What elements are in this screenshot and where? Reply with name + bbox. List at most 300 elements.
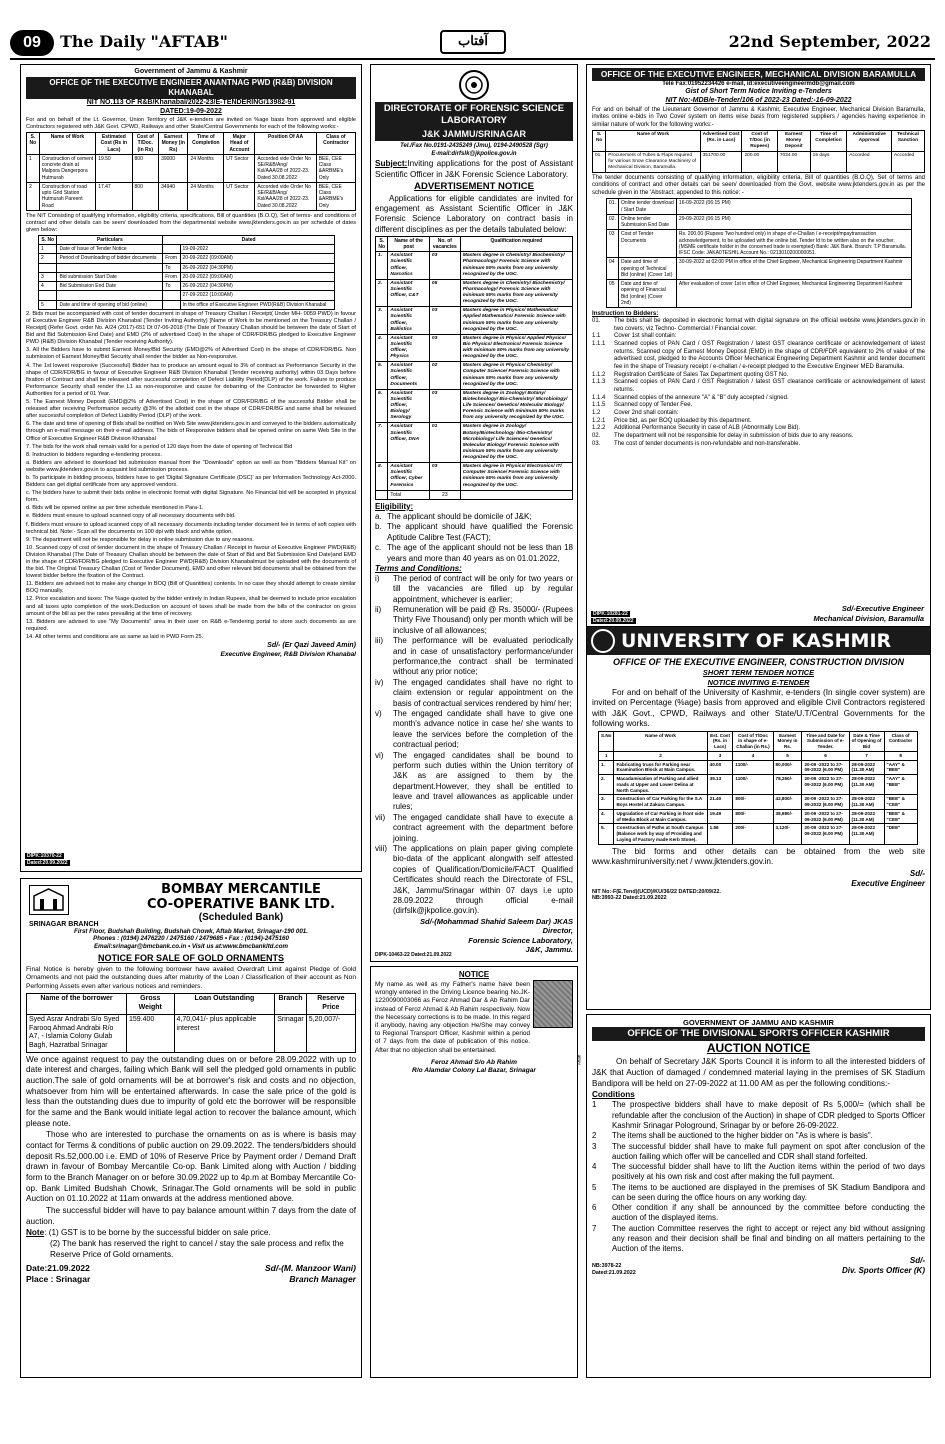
cell: 28-09-2022 (11.30 AM) bbox=[849, 824, 884, 844]
email: E-mail:dirfslk@jkpolice.gov.in bbox=[431, 150, 517, 157]
cell: 800 bbox=[132, 154, 159, 182]
cell bbox=[163, 245, 180, 254]
cell: Macadamisation of Parking and allied roads at Upper and Lower Delina at North Campus. bbox=[614, 775, 707, 795]
cell: 4. bbox=[599, 809, 614, 823]
conditions bbox=[592, 1100, 925, 1254]
borrower-table bbox=[26, 993, 356, 1053]
cell: 3. bbox=[376, 307, 388, 335]
ad-name-notice bbox=[370, 966, 582, 1378]
text: The items shall be auctioned to the higher bidder on "As is where is basis". bbox=[612, 1131, 873, 1141]
col: Major Head of Account bbox=[224, 133, 255, 155]
text: Cover 1st shall contain: bbox=[614, 333, 677, 340]
cell bbox=[57, 263, 163, 272]
text: 8. Instruction to bidders regarding e-tendering process. bbox=[26, 451, 162, 458]
text: b. To participate in bidding process, bidders have to get 'Digital Signature Certificate (DSC)' as per Information Technology Act-2000. Bidders can get digital certificate from any approved vendors. bbox=[26, 474, 356, 489]
list-item bbox=[592, 402, 925, 410]
text: 9. The department will not be responsible for delay in online submission due to any reasons. bbox=[26, 536, 254, 543]
ad-sports-officer bbox=[586, 1014, 931, 1378]
text: Additional Performance Security in case of ALB (Abnormally Low Bid). bbox=[614, 425, 801, 432]
para-1: The bid forms and other details can be obtained from the web site www.kashmiruniversity.net / www.jktenders.gov.in. bbox=[592, 846, 925, 866]
cell: 17.47 bbox=[96, 182, 132, 210]
cell: 1 bbox=[27, 154, 40, 182]
cell: 2 bbox=[27, 182, 40, 210]
cell: Assistant Scientific Officer, Biology/ Serology bbox=[388, 389, 430, 423]
text: Registration Certificate of Sales Tax Department quoting GST No. bbox=[614, 371, 789, 378]
text: The applications on plain paper giving complete bio-data of the applicant alongwith self attested copies of Qualification/Domicile/FACT Qualified Certificates should reach the Directorate of FSL, J&K, Jammu/Srinagar within 07 days i.e upto 28.09.2022 through official e-mail (dirfslk@jkpolice.gov.in). bbox=[393, 844, 573, 916]
paper-name: The Daily "AFTAB" bbox=[60, 32, 228, 51]
para-3: The successful bidder will have to pay balance amount within 7 days from the date of auction. bbox=[26, 1206, 356, 1226]
col: Position Of AA bbox=[255, 133, 316, 155]
table-row bbox=[39, 272, 335, 281]
text: ii) bbox=[375, 605, 382, 615]
text: e. Bidders must ensure to upload scanned copy of all necessary documents with bid. bbox=[26, 513, 236, 520]
cell: 7. bbox=[376, 423, 388, 463]
col: S. No bbox=[27, 133, 40, 155]
cell: Construction of Paths at South Campus (Balance work by way of Providing and Laying of Factory made Kerb Stone). bbox=[614, 824, 707, 844]
text: 10. Scanned copy of cost of tender document in the shape of Treasury Challan / Receipt in favour of Executive Engineer PWD(R&B) Division Khanabal (The Date of Treasury Challan should be between the date of Start of Bid and Bid Submission End Date)and EMD in the shape of CDR/FDR/BG pledged to Executive Engineer PWD(R&B) Division Khanabalmust be uploaded with the documents of the bid. The Original Treasury Challan (Cost of Tender Document), EMD and other relevant bid documents shall be obtained from the lowest bidder before the fixation of the Contract. bbox=[26, 544, 356, 580]
list-item bbox=[592, 410, 925, 418]
intro: Applications for eligible candidates are invited for engagement as Assistant Scientific Officer in J&K Forensic Science Laboratory on contract basis in different disciplines as per the details tabulated below: bbox=[375, 193, 573, 234]
cell: Assistant Scientific Officer, Ballistics bbox=[388, 307, 430, 335]
text: 3 bbox=[592, 1141, 597, 1151]
dipk-no: DIPK:10281-22 bbox=[593, 611, 628, 618]
notice-heading: NOTICE bbox=[458, 970, 490, 979]
intro: On behalf of Secretary J&K Sports Council it is inform to all the interested bidders of J&K that Auction of damaged / condemned material laying in the premises of SK Stadium Bandipora will be held on 27-09-2022 at 11.00 AM as per the following conditions:- bbox=[592, 1057, 925, 1088]
para-1: The tender documents consisting of qualifying information, eligibility criteria, Bill of quantities (B.O.Q), Set of terms and conditions of contract and other details can be seen/ downloaded from the Govt. website www.jktenders.gov.in as per the schedule given in the 'Abstract; appended to this notice: - bbox=[592, 174, 925, 196]
cell: Rs. 200.00 (Rupees Two hundred only) in shape of e-Challan / e-receipt/mpaytransaction acknowledgement, to be uploaded with the online bid. Tender Id to be written also on the voucher. (MSME certificate holder in the concerned trade is exempted) Bank: J&K Bank. Branch: T.P Baramulla. IFSC Code: JAKA0TESHIL Account No.: 0213010200000051. bbox=[676, 230, 911, 258]
col: Cost of T/Doc. (in Rs) bbox=[132, 133, 159, 155]
table-row bbox=[39, 282, 335, 291]
col: 6 bbox=[802, 751, 849, 760]
office-title: OFFICE OF THE EXECUTIVE ENGINEER, MECHANICAL DIVISION BARAMULLA bbox=[592, 68, 925, 81]
bank-name-2: CO-OPERATIVE BANK LTD. bbox=[146, 897, 336, 912]
signature: Sd/- bbox=[909, 1256, 925, 1266]
table-row bbox=[39, 263, 335, 272]
cell: 3. bbox=[599, 795, 614, 809]
cell: Accorded bbox=[847, 151, 892, 172]
col: Name of Work bbox=[606, 131, 700, 152]
table-row bbox=[39, 300, 335, 309]
scheduled-bank: (Scheduled Bank) bbox=[198, 912, 284, 923]
instructions bbox=[592, 318, 925, 448]
col: Particulars bbox=[57, 235, 163, 244]
table-row bbox=[376, 463, 573, 491]
cell: Procurement of Tubes & Flaps required for various Snow Clearance Machinery of Mechanical Division, Baramulla. bbox=[606, 151, 700, 172]
text: The prospective bidders shall have to make deposit of Rs 5,000/= (which shall be refundable after the conclusion of the Auction) in shape of CDR pledged to Sports Officer Kashmir Srinagar Pologround, Srinagar by or before 26-09-2022. bbox=[612, 1100, 925, 1130]
cell: Assistant Scientific Officer, Cyber Forensics bbox=[388, 463, 430, 491]
cell: 5,20,007/- bbox=[306, 1014, 355, 1052]
table-row bbox=[376, 362, 573, 390]
col: Qualification required bbox=[460, 236, 572, 252]
works-table bbox=[592, 130, 925, 173]
cell: 28-09-2022 (11.30 AM) bbox=[849, 795, 884, 809]
cell: 19.49 bbox=[707, 809, 733, 823]
designation-3: J&K, Jammu. bbox=[525, 944, 573, 954]
text: c. bbox=[375, 543, 382, 553]
signature: Sd/-Executive Engineer bbox=[841, 604, 924, 614]
cell: From bbox=[163, 272, 180, 281]
email: Email:srinagar@bmcbank.co.in • Visit us at:www.bmcbankltd.com bbox=[93, 943, 289, 950]
cell: Masters degree in Zoology/ Botany/ Biotechnology/ Bio-Chemistry/ Microbiology/ Life Sciences/ Genetics/ Molecular Biology/ Forensic Science with minimum 50% marks from any university recognized by the UGC. bbox=[460, 389, 572, 423]
text: The successful bidder shall have to lift the Auction items within the period of two days positively at his own risk and cost after making the full payment. bbox=[612, 1162, 925, 1182]
cell: 26-09-2022 (04:30PM) bbox=[180, 282, 334, 291]
cell: UT Sector bbox=[224, 182, 255, 210]
note-1: The NIT Consisting of qualifying information, eligibility criteria, specifications, Bill of quantities (B.O.Q), Set of terms- and conditions of contract and other details can be seen/ downloaded from the departmental website www.jktenders.gov.in as per schedule of dates given below: bbox=[26, 212, 356, 233]
conditions-label: Conditions bbox=[592, 1090, 635, 1100]
cell: 7034.00 bbox=[777, 151, 810, 172]
text: The department will not be responsible for delay in submission of bids due to any reasons. bbox=[614, 432, 854, 439]
text: 13. Bidders are advised to use "My Documents" area in their user on R&B e-Tendering portal to store such documents as are required. bbox=[26, 618, 356, 632]
table-row bbox=[376, 279, 573, 307]
text: Other condition if any shall be announced by the committee before conducting the auction of the displayed items. bbox=[612, 1203, 925, 1223]
text: The period of contract will be only for two years or till the vacancies are filled up by regular appointment, whichever is earlier; bbox=[393, 573, 573, 604]
intro: For and on behalf of the Lieutenant Governor of Jammu & Kashmir, Executive Engineer, Mechanical Division Baramulla, invites online e-bids in Two Cover system on items wise basis from registered suppliers / agencies having experience in similar nature of work for the following works:- bbox=[592, 106, 925, 128]
text: a. Bidders are advised to download bid submission manual from the "Downloads" option as well as from "Bidders Manual Kit" on website www.jktenders.gov.in to acquaint bid submission process. bbox=[26, 459, 356, 473]
text: The successful bidder shall have to make full payment on spot after conclusion of the auction failing which offer will be cancelled and CDR shall stand forfeited. bbox=[612, 1141, 925, 1161]
cell: 1100/- bbox=[733, 760, 773, 774]
cell: UT Sector bbox=[224, 154, 255, 182]
notice-heading: NOTICE FOR SALE OF GOLD ORNAMENTS bbox=[98, 952, 284, 963]
list-item bbox=[592, 1162, 925, 1183]
text: 4 bbox=[592, 1162, 597, 1172]
col: Name of the post bbox=[388, 236, 430, 252]
cell: "AAY" & "BEE" bbox=[884, 760, 917, 774]
signature: Feroz Ahmad S/o Ab Rahim bbox=[431, 1058, 517, 1066]
list-item bbox=[592, 1142, 925, 1163]
cell: Masters degree in Chemistry/ Biochemistry/ Pharmacology/ Forensic Science with minimum 50% marks from any university recognized by the UGC. bbox=[460, 252, 572, 280]
text: b. bbox=[375, 522, 382, 532]
text: 6 bbox=[592, 1203, 597, 1213]
cell: Assistant Scientific Officer, Physics bbox=[388, 334, 430, 362]
cell: 2. bbox=[599, 775, 614, 795]
cell: 24 Months bbox=[188, 182, 224, 210]
text: 7 bbox=[592, 1223, 597, 1233]
text: 03. bbox=[592, 440, 601, 447]
table-row bbox=[607, 280, 912, 308]
phones: Phones : (0194) 2476220 / 2475160 / 2479685 • Fax : (0194)-2475160 bbox=[93, 935, 289, 943]
cell: 3,120/- bbox=[773, 824, 802, 844]
table-row bbox=[599, 775, 918, 795]
cell bbox=[39, 263, 57, 272]
cell: After evaluation of cover 1st in office of Chief Engineer, Mechanical Engineering Department Kashmir bbox=[676, 280, 911, 308]
text: The engaged candidates shall be bound to perform such duties within the Union territory of J&K as are assigned to them by the department.However, they shall be entitled to leave and travel allowances as applicable under rules; bbox=[393, 750, 573, 812]
text: 1.2 bbox=[592, 409, 601, 416]
terms bbox=[375, 574, 573, 917]
table-row bbox=[593, 151, 925, 172]
table-row bbox=[39, 245, 335, 254]
list-item bbox=[375, 751, 573, 813]
cell: Bid Submission End Date bbox=[57, 282, 163, 291]
text: Cover 2nd shall contain: bbox=[614, 409, 679, 416]
list-item bbox=[375, 543, 573, 564]
cell: 01. bbox=[593, 151, 606, 172]
branch: SRINAGAR BRANCH bbox=[29, 921, 99, 928]
signature: Sd/- bbox=[909, 868, 925, 878]
cell: 159.400 bbox=[127, 1014, 175, 1052]
table-row bbox=[27, 1014, 356, 1052]
col: Earnest Money (in Rs) bbox=[159, 133, 188, 155]
cell: 03 bbox=[429, 389, 460, 423]
table-row bbox=[607, 199, 912, 215]
cell: 04 bbox=[607, 258, 619, 280]
col: Reserve Price bbox=[306, 994, 355, 1015]
text: 1.2.1 bbox=[592, 417, 606, 424]
col: S. No bbox=[39, 235, 57, 244]
cell: 800 bbox=[132, 182, 159, 210]
gov-line: GOVERNMENT OF JAMMU AND KASHMIR bbox=[683, 1018, 834, 1027]
cell: 5 bbox=[39, 300, 57, 309]
text: 4. The 1st lowest responsive (Successful) Bidder has to produce an amount equal to 3% of contract as Performance Security in the shape of CDR/FDR/BG in favour of Executive Engineer R&B Division Khanabal (Tender receiving authority) within 03 Days before fixation of Contract and shall be released after successful completion of Defect Liability Period(DLP) of the work. Failure to produce Performance Security shall render the L1 as non-responsive and cause for debarring of the Contractor be forwarded to Higher Authorities for a period of 01 Year. bbox=[26, 362, 356, 397]
text: i) bbox=[375, 573, 380, 583]
cell: In the office of Executive Engineer PWD(R&B) Division Khanabal bbox=[180, 300, 334, 309]
cell: 03 bbox=[429, 463, 460, 491]
side-mark: Aftab bbox=[576, 1054, 582, 1066]
cell: To bbox=[163, 282, 180, 291]
tel: Tele Fax:01952234426 e-mail, id:executiveengineermdb@gmail.com bbox=[662, 80, 855, 87]
col: Name of the borrower bbox=[27, 994, 127, 1015]
cell: 38,980/- bbox=[773, 809, 802, 823]
col: Estimated Cost (Rs in Lacs) bbox=[96, 133, 132, 155]
nit: NIT No:-F(E.Tend)(UCD)/KU/36/22 DATED:20/09/22. bbox=[592, 888, 721, 895]
table-row bbox=[27, 154, 356, 182]
cell: 29-09-2022 (06:15 PM) bbox=[676, 214, 911, 230]
text: 02. bbox=[592, 432, 601, 439]
table-row bbox=[599, 795, 918, 809]
text: a. bbox=[375, 511, 382, 521]
cell: Masters degree in Zoology/ Botany/Biotechnology /Bio-Chemistry/ Microbiology/ Life Sciences/ Genetics/ Molecular Biology/ Forensic Science with minimum 50% marks from any university recognized by the UGC. bbox=[460, 423, 572, 463]
col: 4 bbox=[733, 751, 773, 760]
list-item bbox=[375, 678, 573, 709]
text: 1.1.3 bbox=[592, 379, 606, 386]
cell: 42,800/- bbox=[773, 795, 802, 809]
col: 3 bbox=[707, 751, 733, 760]
text: The engaged candidate shall have to execute a contract agreement with the department before joining. bbox=[393, 812, 573, 843]
col: 2 bbox=[614, 751, 707, 760]
cell: 80,000/- bbox=[773, 760, 802, 774]
cell: Period of Downloading of bidder documents bbox=[57, 254, 163, 263]
text: The applicant should have qualified the Forensic Aptitude Calibre Test (FACT); bbox=[387, 522, 573, 542]
list-item bbox=[592, 433, 925, 441]
cell: 15 days bbox=[810, 151, 847, 172]
text: iv) bbox=[375, 677, 384, 687]
text: 1.1 bbox=[592, 333, 601, 340]
dipk-date: Dated:20.09.2022 bbox=[593, 618, 634, 625]
dipk-no: DIPK:10370-22 bbox=[27, 853, 62, 860]
col: Class of Contractor bbox=[884, 731, 917, 751]
cell: Bid submission Start Date bbox=[57, 272, 163, 281]
cell: Online tender download / Start Date bbox=[618, 199, 676, 215]
cell: 1.56 bbox=[707, 824, 733, 844]
text: The engaged candidate shall have to give one month's advance notice in case he/ she wants to leave the services before the completion of the contractual period; bbox=[393, 708, 573, 750]
nit-heading: NOTICE INVITING E-TENDER bbox=[707, 677, 810, 687]
list-item bbox=[592, 395, 925, 403]
list-item bbox=[592, 1131, 925, 1141]
col: 5 bbox=[773, 751, 802, 760]
list-item bbox=[375, 844, 573, 917]
office: OFFICE OF THE EXECUTIVE ENGINEER, CONSTRUCTION DIVISION bbox=[612, 657, 905, 667]
para-1: We once against request to pay the outstanding dues on or before 28.09.2022 with up to date interest and charges, failing which Bank will sell the pledged gold ornaments in public auction.The sale of gold ornaments will be at borrower's risk and costs and no objection, whatsoever from him will be entertained afterwards. In case the sale price of the gold is less than the outstanding dues due to impurity of gold etc the borrower will be responsible for the same and the Bank would initiate legal action to recover the balance amount, which please note. bbox=[26, 1054, 356, 1128]
bank-logo-icon bbox=[29, 885, 69, 915]
list-item bbox=[592, 1224, 925, 1255]
cell: Construction of cement concrete drain at Malpora Dangerpora Hutmurah bbox=[39, 154, 95, 182]
text: Price bid, as per BOQ uploaded by this department. bbox=[614, 417, 752, 424]
office-title: OFFICE OF THE EXECUTIVE ENGINEER ANANTNAG PWD (R&B) DIVISION KHANABAL bbox=[26, 77, 356, 99]
cell: Accorded bbox=[891, 151, 924, 172]
col: No. of vacancies bbox=[429, 236, 460, 252]
table-row bbox=[376, 389, 573, 423]
cell: 20-09 -2022 to 27-09-2022 (6.00 PM) bbox=[802, 775, 849, 795]
subject: Inviting applications for the post of Assistant Scientific Officer in J&K Forensic Science Laboratory. bbox=[375, 159, 573, 179]
list-item bbox=[375, 522, 573, 543]
cell: 2 bbox=[39, 254, 57, 263]
text: 7. The bids for the work shall remain valid for a period of 120 days from the date of opening of Technical Bid bbox=[26, 443, 293, 450]
cell: Online tender Submission End Date bbox=[618, 214, 676, 230]
cell: 01. bbox=[607, 199, 619, 215]
signature: Sd/- (Er Qazi Javeed Amin) bbox=[267, 642, 356, 650]
text: The age of the applicant should not be less than 18 years and more than 40 years as on 01.01.2022, bbox=[387, 543, 573, 563]
nb: NB:3993-22 Dated:21.09.2022 bbox=[592, 895, 667, 902]
intro: Final Notice is hereby given to the following borrower have availed Overdraft Limit against Pledge of Gold Ornaments and not paid the outstanding dues after maturity of the Loan / Classification of their account as Non Performing Assets even after various notices and reminders. bbox=[26, 966, 356, 990]
col: S.No bbox=[599, 731, 614, 751]
cell: 5. bbox=[599, 824, 614, 844]
cell: 800/- bbox=[733, 795, 773, 809]
table-row bbox=[376, 423, 573, 463]
text: v) bbox=[375, 708, 382, 718]
signature: Sd/-(Mohammad Shahid Saleem Dar) JKAS bbox=[420, 916, 573, 926]
col: Earnest Money in Rs. bbox=[773, 731, 802, 751]
ad-mechanical-baramulla bbox=[586, 64, 931, 630]
table-row bbox=[39, 254, 335, 263]
col: 1 bbox=[599, 751, 614, 760]
cell: Assistant Scientific Officer, DNA bbox=[388, 423, 430, 463]
col: Cost of T/Doc (in Rupees) bbox=[742, 131, 777, 152]
cell: 200/- bbox=[733, 824, 773, 844]
text: 1.1.5 bbox=[592, 402, 606, 409]
cell: 19.50 bbox=[96, 154, 132, 182]
list-item bbox=[375, 813, 573, 844]
text: f. Bidders must ensure to upload scanned copy of all necessary documents including tender document fee in terms of soft copies with technical bid. Note:- Scan all the documents on 100 dpi with black and white option. bbox=[26, 521, 356, 535]
cell: To bbox=[163, 263, 180, 272]
col: Cost of T/Doc in shape of e-Challan (in Rs.) bbox=[733, 731, 773, 751]
cell: 19-09-2022 bbox=[180, 245, 334, 254]
col: 8 bbox=[884, 751, 917, 760]
cell: Date and time of opening of Technical Bid (online) (Cover 1st) bbox=[618, 258, 676, 280]
table-row bbox=[376, 334, 573, 362]
text: The cost of tender documents is non-refundable and non-transferable. bbox=[614, 440, 801, 447]
designation: Branch Manager bbox=[289, 1273, 356, 1284]
cell: 20-09 -2022 to 27-09-2022 (6.00 PM) bbox=[802, 795, 849, 809]
col: Dated bbox=[163, 235, 335, 244]
list-item bbox=[592, 333, 925, 341]
col: S. No bbox=[593, 131, 606, 152]
list-item bbox=[592, 1100, 925, 1131]
dipk-date: Dated:20.09.2022 bbox=[27, 860, 68, 867]
page-number: 09 bbox=[10, 30, 54, 56]
col: Time and Date for Submission of e-Tender. bbox=[802, 731, 849, 751]
text: Remuneration will be paid @ Rs. 35000/- (Rupees Thirty Five Thousand) only per month which will be inclusive of all allowances; bbox=[393, 605, 573, 635]
list-item bbox=[592, 372, 925, 380]
cell: Accorded vide Order No SE/R&B/Ang/ Ksl/AAA/28 of 2022-23. Dated 30.08.2022 bbox=[255, 154, 316, 182]
gist: Gist of Short Term Notice Inviting e-Tenders bbox=[685, 88, 832, 95]
cell: "DEE" bbox=[884, 824, 917, 844]
note-1: (1) GST is to be borne by the successful bidder on sale price. bbox=[48, 1228, 271, 1238]
table-row bbox=[599, 824, 918, 844]
cell: Masters degree in Physics/ Mathematics/ Applied Mathematics/ Forensic Science with minimum 50% marks from any university recognized by the UGC. bbox=[460, 307, 572, 335]
cell: 20-09 -2022 to 27-09-2022 (6.00 PM) bbox=[802, 809, 849, 823]
designation: Executive Engineer, R&B Division Khanabal bbox=[220, 650, 356, 658]
para-2: Those who are interested to purchase the ornaments on as is where is basis may contact for Terms & conditions of public auction on 29.09.2022. The tenders/bidders should deposit Rs.52,000.00 i.e. EMD of 10% of Reserve Price by Payment order / Demand Draft drawn in favour of Bombay Mercantile Co-op. Bank Limited along with Auction / bidding form to the Branch Manager on or before 30.09.2022 up to 4p.m at Bombay Mercantile Co-op. Bank Limited Budshah Chowk, Srinagar.The Gold ornaments will be sold in public Auction on 01.10.2022 at 11am onwards at the address mentioned above. bbox=[26, 1130, 356, 1204]
date: Date:21.09.2022 bbox=[26, 1263, 90, 1274]
cell: Assistant Scientific Officer, Narcotics bbox=[388, 252, 430, 280]
list-item bbox=[375, 574, 573, 605]
posts-table bbox=[375, 236, 573, 500]
list-item bbox=[375, 636, 573, 678]
intro: For and on behalf of the University of Kashmir, e-tenders (In single cover system) are invited on Percentage (%age) basis from approved and eligible Civil Contractors registered with J&K Govt., CPWD, Railways and other State/U.T/Central Governments for the following works. bbox=[592, 687, 925, 729]
col: Gross Weight bbox=[127, 994, 175, 1015]
text: 2. Bids must be accompanied with cost of tender document in shape of Treasury Challan / Receipt( Under MH- 0059 PWD) in favour of Executive Engineer R&B Division Khanabal (Tender Inviting Authority) [Name of Work to be mentioned on the Treasury Challan / Receipt] (Refer Govt. order No. A/24 (2017)-651 Dt 07-06-2018 (The Date of Treasury Challan should be between the date of Start of Bid and Bid Submission End Date) and EMD (2% of advertised Cost) in the shape of CDR/FDR/BG pledged to Executive Engineer PWD (R&B) Division Khanabal (Tender receiving Authority). bbox=[26, 310, 356, 346]
nb: NB:3978-22 bbox=[592, 1262, 622, 1269]
cell: Accorded vide Order No SE/R&B/Ang/ Ksl/AAA/28 of 2022-23. Dated 30.08.2022 bbox=[255, 182, 316, 210]
ad-forensic-lab bbox=[370, 64, 578, 962]
text: 1.1.4 bbox=[592, 394, 606, 401]
col: Loan Outstanding bbox=[174, 994, 275, 1015]
nit: NIT No:-MDB/e-Tender/106 of 2022-23 Dated:-16-09-2022 bbox=[665, 96, 852, 104]
cell: 1 bbox=[39, 245, 57, 254]
text: The engaged candidates shall have no right to claim extension or regular appointment on the basis of contractual services rendered by him/ her; bbox=[393, 677, 573, 708]
table-row bbox=[39, 291, 335, 300]
text: c. The bidders have to submit their bids online in electronic format with digital Signature. No Financial bid will be accepted in physical form. bbox=[26, 490, 356, 504]
ad-pwd-khanabal bbox=[20, 64, 362, 872]
cell: BEE, CEE Class &ARBME's Only bbox=[316, 182, 355, 210]
title-1: DIRECTORATE OF FORENSIC SCIENCE LABORATORY bbox=[375, 102, 573, 128]
designation: Executive Engineer bbox=[851, 878, 925, 888]
notice-heading: AUCTION NOTICE bbox=[706, 1041, 811, 1056]
cell: 39000 bbox=[159, 154, 188, 182]
text: viii) bbox=[375, 844, 387, 854]
cell: 20-09 -2022 to 27-09-2022 (6.00 PM) bbox=[802, 824, 849, 844]
cell: 03 bbox=[429, 334, 460, 362]
text: d. Bids will be opened online as per time schedule mentioned in Para-1. bbox=[26, 505, 204, 512]
cell: 351700.00 bbox=[700, 151, 742, 172]
works-table bbox=[598, 731, 918, 845]
cell: 200.00 bbox=[742, 151, 777, 172]
cell: 1. bbox=[599, 760, 614, 774]
cell: 26-09-2022 (04:30PM) bbox=[180, 263, 334, 272]
ad-bombay-mercantile bbox=[20, 878, 362, 1378]
col: Date & Time of Opening of Bid bbox=[849, 731, 884, 751]
text: The items to be auctioned are displayed in the premises of SK Stadium Bandipora and can be seen during the office hours on any working day. bbox=[612, 1182, 925, 1202]
text: 1.2.2 bbox=[592, 425, 606, 432]
text: 3. All the Bidders have to submit Earnest Money/Bid Security (EMD@2% of Advertised Cost) in the shape of CDR/FDR/BG. Non submission of Earnest Money/Bid Security shall render the bidder as Non-responsive. bbox=[26, 347, 356, 361]
table-row bbox=[376, 252, 573, 280]
cell: 03 bbox=[607, 230, 619, 258]
cell: 20-09-2022 (09:00AM) bbox=[180, 254, 334, 263]
list-item bbox=[375, 605, 573, 636]
cell: 27-09-2022 (10:00AM) bbox=[180, 291, 334, 300]
eligibility bbox=[375, 512, 573, 564]
cell: 800/- bbox=[733, 809, 773, 823]
cell bbox=[163, 300, 180, 309]
text: The bids shall be deposited in electronic format with digital signature on the official website www.jktenders.gov.in in two covers; viz Techno- Commercial / Financial cover. bbox=[614, 317, 925, 332]
schedule-table bbox=[38, 235, 335, 310]
cell: 16-09-2022 (06:15 PM) bbox=[676, 199, 911, 215]
subject-label: Subject: bbox=[375, 159, 408, 168]
cell: 21.40 bbox=[707, 795, 733, 809]
cell: 28-09-2022 (11.30 AM) bbox=[849, 775, 884, 795]
nit-number: NIT NO.113 OF R&B/Khanabal/2022-23/E-TENDERING/13982-91 bbox=[86, 98, 296, 106]
table-row bbox=[376, 307, 573, 335]
cell: 4,70,041/- plus applicable interest bbox=[174, 1014, 275, 1052]
